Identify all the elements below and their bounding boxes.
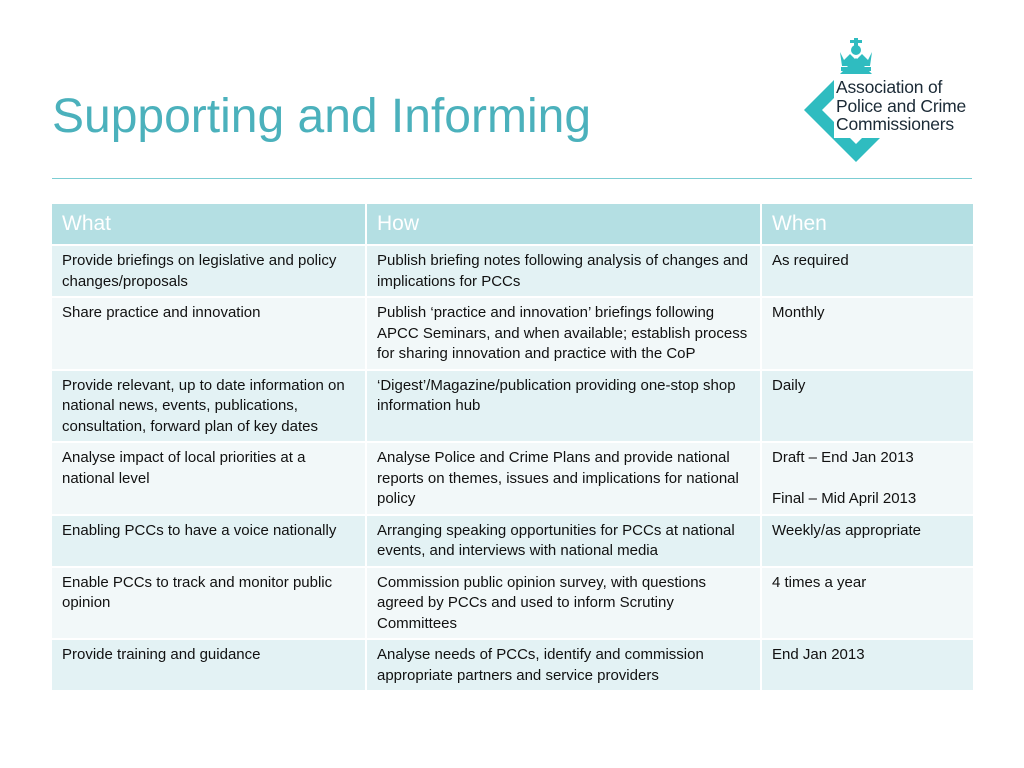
logo-line: Police and Crime <box>836 95 967 116</box>
cell-when: 4 times a year <box>761 567 973 640</box>
cell-what: Provide training and guidance <box>52 639 366 691</box>
table-row <box>52 567 973 640</box>
supporting-table <box>52 204 973 692</box>
when-draft: Draft – End Jan 2013 <box>772 449 914 466</box>
cell-what: Provide briefings on legislative and policy changes/proposals <box>52 245 366 297</box>
logo-line: Association of <box>836 77 943 97</box>
cell-how: ‘Digest’/Magazine/publication providing one-stop shop information hub <box>366 370 761 443</box>
table-row <box>52 245 973 297</box>
cell-how: Analyse needs of PCCs, identify and commission appropriate partners and service providers <box>366 639 761 691</box>
title-divider <box>52 178 972 179</box>
cell-when: Weekly/as appropriate <box>761 515 973 567</box>
cell-when <box>761 442 973 515</box>
table-row <box>52 442 973 515</box>
when-final: Final – Mid April 2013 <box>772 489 917 507</box>
table-row <box>52 515 973 567</box>
cell-how: Analyse Police and Crime Plans and provide national reports on themes, issues and implications for national policy <box>366 442 761 515</box>
table-row <box>52 297 973 370</box>
cell-how: Publish briefing notes following analysis of changes and implications for PCCs <box>366 245 761 297</box>
column-header-what: What <box>52 204 366 245</box>
cell-what: Enable PCCs to track and monitor public opinion <box>52 567 366 640</box>
logo-line: Commissioners <box>836 114 954 134</box>
cell-what: Share practice and innovation <box>52 297 366 370</box>
spacer <box>772 469 963 489</box>
cell-what: Provide relevant, up to date information on national news, events, publications, consultation, forward plan of key dates <box>52 370 366 443</box>
cell-what: Analyse impact of local priorities at a national level <box>52 442 366 515</box>
column-header-how: How <box>366 204 761 245</box>
column-header-when: When <box>761 204 973 245</box>
cell-when: As required <box>761 245 973 297</box>
cell-how: Arranging speaking opportunities for PCCs at national events, and interviews with national media <box>366 515 761 567</box>
cell-when: End Jan 2013 <box>761 639 973 691</box>
apcc-logo <box>800 36 1000 166</box>
table-row <box>52 639 973 691</box>
cell-when: Monthly <box>761 297 973 370</box>
cell-when: Daily <box>761 370 973 443</box>
table-row <box>52 370 973 443</box>
page-title: Supporting and Informing <box>52 90 592 143</box>
cell-how: Commission public opinion survey, with questions agreed by PCCs and used to inform Scrutiny Committees <box>366 567 761 640</box>
table-header-row <box>52 204 973 245</box>
cell-what: Enabling PCCs to have a voice nationally <box>52 515 366 567</box>
cell-how: Publish ‘practice and innovation’ briefings following APCC Seminars, and when available; establish process for sharing innovation and practice with the CoP <box>366 297 761 370</box>
logo-text <box>836 78 966 134</box>
